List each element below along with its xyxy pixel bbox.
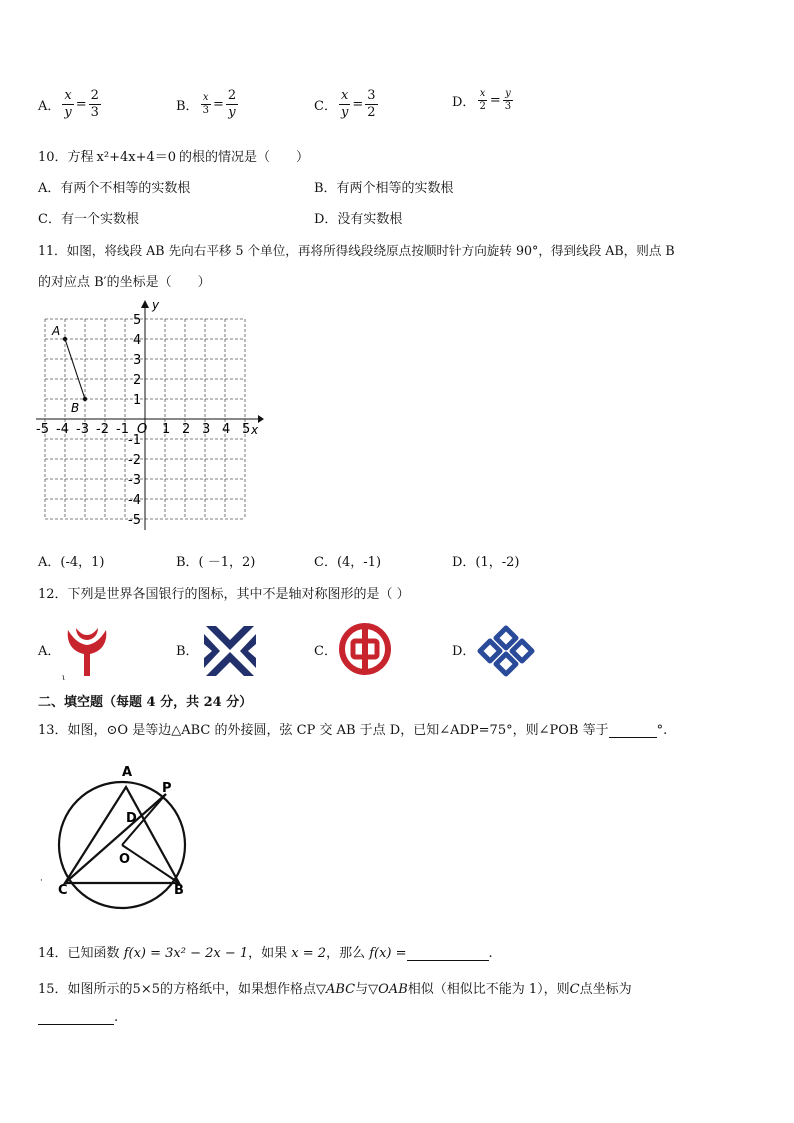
fraction: $\frac{x}{y}$ [64, 88, 72, 120]
y-tick-label: 3 [133, 353, 142, 368]
bank-logo-b [202, 624, 258, 678]
q11-stem-line2: 的对应点 B′的坐标是（ ） [38, 275, 211, 290]
y-tick-label: 1 [133, 393, 142, 408]
equals-sign: = [212, 97, 224, 112]
fraction: $\frac{2}{y}$ [227, 88, 237, 120]
y-tick-label: 5 [133, 313, 142, 328]
label-b: B [174, 883, 184, 898]
q12-stem: 12．下列是世界各国银行的图标，其中不是轴对称图形的是（ ） [38, 587, 410, 602]
x-tick-label: 2 [182, 422, 191, 437]
x-tick-label: -2 [96, 422, 109, 437]
y-tick-label: -2 [128, 453, 141, 468]
bank-logo-d [474, 624, 538, 678]
q11-option-a[interactable]: A．(-4，1) [38, 555, 105, 570]
label-c: C [58, 883, 68, 898]
point-b-label: B [71, 401, 80, 415]
q13-stem: 13．如图，⊙O 是等边△ABC 的外接圆，弦 CP 交 AB 于点 D，已知∠ADP=75°，则∠POB 等于 °. [38, 723, 668, 738]
equals-sign: = [352, 97, 364, 112]
x-tick-label: -5 [36, 422, 49, 437]
q12-option-b-label[interactable]: B． [176, 644, 199, 659]
x-tick-label: 4 [222, 422, 231, 437]
q15-stem: 15．如图所示的5×5的方格纸中，如果想作格点▽ABC与▽OAB相似（相似比不能为 1），则C点坐标为 [38, 982, 632, 997]
y-tick-label: 2 [133, 373, 142, 388]
q11-option-c[interactable]: C．(4，-1) [314, 555, 382, 570]
option-letter: C． [314, 99, 337, 114]
q14-stem: 14．已知函数 f(x) = 3x² − 2x − 1，如果 x = 2，那么 f(x) = . [38, 946, 493, 961]
q11-option-d[interactable]: D．(1，-2) [452, 555, 520, 570]
x-tick-label: 3 [202, 422, 211, 437]
fraction: $\frac{x}{y}$ [340, 88, 349, 120]
stray-mark: · [40, 876, 43, 886]
fraction: $\frac{x}{2}$ [479, 88, 486, 112]
bank-logo-a [64, 624, 110, 678]
q9-option-a[interactable] [38, 88, 103, 121]
label-o: O [119, 852, 131, 867]
x-axis-arrow [258, 415, 264, 423]
circle-diagram [40, 760, 200, 910]
label-a: A [122, 765, 133, 780]
equals-sign: = [75, 97, 87, 112]
q12-option-d-label[interactable]: D． [452, 644, 476, 659]
label-d: D [126, 811, 137, 826]
y-tick-label: -4 [128, 493, 141, 508]
y-axis-label: y [152, 298, 160, 312]
y-axis-arrow [141, 300, 149, 308]
stray-mark: ι [62, 673, 66, 682]
q11-stem-line1: 11．如图，将线段 AB 先向右平移 5 个单位，再将所得线段绕原点按顺时针方向旋转 90°，得到线段 AB，则点 B [38, 243, 675, 258]
q10-option-a[interactable]: A．有两个不相等的实数根 [38, 181, 191, 196]
x-tick-label: O [137, 422, 148, 437]
q9-option-d[interactable] [452, 88, 515, 113]
y-tick-labels [128, 313, 141, 528]
fraction: $\frac{x}{3}$ [202, 92, 209, 116]
x-tick-label: -4 [56, 422, 69, 437]
q10-stem: 10．方程 x²+4x+4＝0 的根的情况是（ ） [38, 150, 310, 165]
coordinate-graph [36, 298, 268, 534]
q9-option-c[interactable] [314, 88, 380, 121]
x-tick-label: 5 [242, 422, 251, 437]
point-a [63, 337, 67, 341]
answer-blank[interactable] [407, 946, 489, 961]
segment-ab [65, 339, 85, 399]
q10-option-c[interactable]: C．有一个实数根 [38, 212, 139, 227]
equals-sign: = [489, 93, 501, 108]
answer-blank[interactable] [609, 723, 657, 738]
y-tick-label: -3 [128, 473, 141, 488]
section-title: 二、填空题（每题 4 分，共 24 分） [38, 695, 253, 710]
q10-option-d[interactable]: D．没有实数根 [314, 212, 403, 227]
option-letter: A． [38, 99, 61, 114]
bank-logo-c [338, 622, 392, 676]
fraction: $\frac{3}{2}$ [367, 88, 376, 120]
q12-option-a-label[interactable]: A． [38, 644, 61, 659]
point-b [83, 397, 87, 401]
x-axis-label: x [251, 423, 259, 437]
x-tick-label: -1 [116, 422, 129, 437]
y-tick-label: -1 [128, 433, 141, 448]
answer-blank[interactable] [38, 1010, 114, 1025]
q9-option-b[interactable] [176, 88, 240, 121]
q15-answer-line: . [38, 1010, 118, 1025]
label-p: P [162, 781, 172, 796]
y-tick-label: -5 [128, 513, 141, 528]
fraction: $\frac{y}{3}$ [504, 88, 512, 112]
option-letter: D． [452, 95, 476, 110]
x-tick-label: 1 [162, 422, 171, 437]
q11-option-b[interactable]: B．( －1，2) [176, 555, 256, 570]
point-a-label: A [52, 324, 61, 338]
x-tick-labels [36, 422, 250, 437]
fraction: $\frac{2}{3}$ [90, 88, 99, 120]
x-tick-label: -3 [76, 422, 89, 437]
q10-option-b[interactable]: B．有两个相等的实数根 [314, 181, 454, 196]
option-letter: B． [176, 99, 199, 114]
y-tick-label: 4 [133, 333, 142, 348]
q12-option-c-label[interactable]: C． [314, 644, 337, 659]
